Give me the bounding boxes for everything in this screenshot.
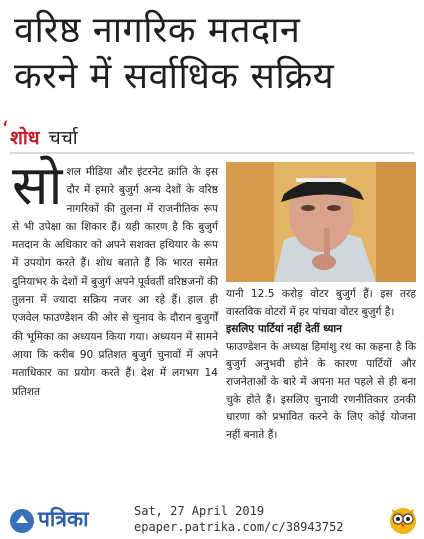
headline (14, 8, 414, 100)
brand-name[interactable]: पत्रिका (38, 507, 89, 531)
article-right-column (226, 286, 416, 444)
publication-date: Sat, 27 April 2019 (134, 504, 265, 518)
elderly-man-photo (226, 162, 416, 282)
article-right-body: फाउण्डेशन के अध्यक्ष हिमांशु रथ का कहना है कि बुजुर्ग अनुभवी होने के कारण पार्टियों और राजनेताओं के बारे में अपना मत पहले से ही बना चुके होते हैं। इसलिए चुनावी रणनीतिकार उनकी धारणा को प्रभावित करने के लिए कोई योजना नहीं बनाते हैं। (226, 340, 416, 441)
section-tag (2, 118, 78, 149)
article-subhead: इसलिए पार्टियां नहीं देतीं ध्यान (226, 323, 343, 336)
footer (0, 500, 424, 538)
headline-line-2: करने में सर्वाधिक सक्रिय (14, 56, 335, 97)
section-tag-accent: शोध (10, 127, 40, 149)
section-divider (10, 152, 414, 154)
patrika-logo-icon (10, 509, 34, 533)
owl-icon (386, 501, 420, 535)
drop-cap: सो (12, 154, 63, 217)
headline-line-1: वरिष्ठ नागरिक मतदान (14, 10, 301, 51)
section-tag-quote: ‘ (2, 118, 9, 143)
epaper-url[interactable]: epaper.patrika.com/c/38943752 (134, 520, 344, 534)
article-right-intro: यानी 12.5 करोड़ वोटर बुजुर्ग हैं। इस तरह वास्तविक वोटरों में हर पांचवा वोटर बुजुर्ग है। (226, 288, 416, 318)
article-left-text: शल मीडिया और इंटरनेट क्रांति के इस दौर में हमारे बुजुर्ग अन्य देशों के वरिष्ठ नागरिकों की तुलना में राजनीतिक रूप से भी उपेक्षा का शिकार हैं। यही कारण है कि बुजुर्ग मतदान के अधिकार को अपने सशक्त हथियार के रूप में उपयोग करते हैं। शोध बताते हैं कि भारत समेत दुनियाभर के देशों में बुजुर्ग अपने पूर्ववर्ती वरिष्ठजनों की तुलना में ज्यादा सक्रिय नजर आ रहे हैं। हाल ही एजवेल फाउण्डेशन की ओर से चुनाव के दौरान बुजुर्गों की भूमिका का अध्ययन किया गया। अध्ययन में सामने आया कि करीब 90 प्रतिशत बुजुर्ग चुनावों में अपने मताधिकार का प्रयोग करते हैं। देश में लगभग 14 प्रतिशत (12, 166, 218, 398)
photo-illustration (226, 162, 416, 282)
article-left-column (12, 154, 218, 401)
section-tag-rest: चर्चा (48, 127, 78, 149)
